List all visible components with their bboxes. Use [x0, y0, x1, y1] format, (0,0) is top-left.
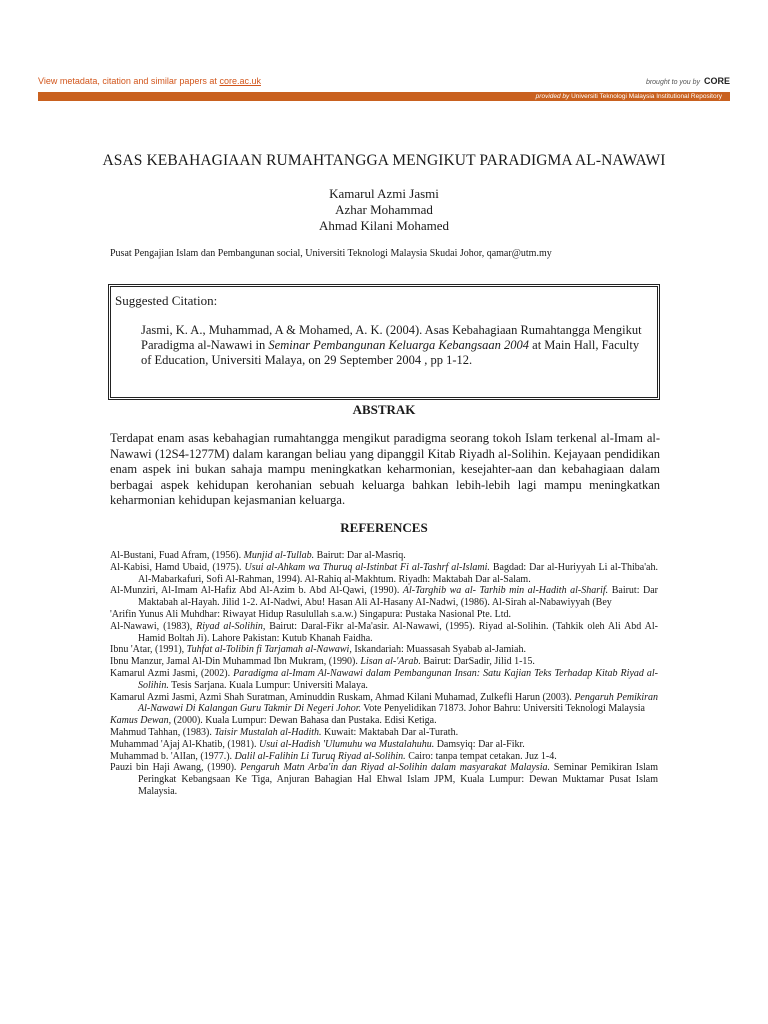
- ref-title: Kamus Dewan,: [110, 715, 172, 727]
- provided-by-label: provided by: [535, 93, 570, 100]
- reference-item: [110, 668, 658, 692]
- citation-seminar-title: Seminar Pembangunan Keluarga Kebangsaan 2004: [268, 338, 530, 352]
- reference-item: [110, 621, 658, 645]
- ref-text: Bairut: Daral-Fikr al-Ma'asir. Al-Nawawi, (1995). Riyad al-Solihin. (Tahkik oleh Ali Abd Al-Hamid Boltah Ji). Lahore Pakistan: Kutub Khanah Faidha.: [138, 620, 658, 644]
- ref-text: Bairut: Dar Maktabah al-Hayah. Jilid 1-2. AI-Nadwi, Abu! Hasan Ali AI-Hasany AI-Nadwi, (1986). Al-Sirah al-Nabawiyyah (Bey: [138, 585, 659, 609]
- citation-box: [108, 284, 660, 400]
- ref-title: Lisan al-'Arab.: [360, 656, 421, 668]
- core-logo-icon[interactable]: CORE: [703, 76, 730, 86]
- ref-text: Kamarul Azmi Jasmi, Azmi Shah Suratman, Aminuddin Ruskam, Ahmad Kilani Muhamad, Zulkefli Harun (2003).: [110, 691, 575, 703]
- ref-text: Muhammad 'Ajaj Al-Khatib, (1981).: [110, 738, 259, 750]
- ref-title: Riyad al-Solihin,: [196, 620, 266, 632]
- reference-item: [110, 692, 658, 716]
- ref-text: Ibnu Manzur, Jamal Al-Din Muhammad Ibn Mukram, (1990).: [110, 656, 361, 668]
- ref-text: Al-Munziri, Al-Imam Al-Hafiz Abd Al-Azim b. Abd Al-Qawi, (1990).: [110, 585, 403, 597]
- reference-item: [110, 585, 658, 609]
- ref-text: Al-Kabisi, Hamd Ubaid, (1975).: [110, 561, 245, 573]
- ref-text: Kuwait: Maktabah Dar al-Turath.: [321, 726, 459, 738]
- ref-text: Iskandariah: Muassasah Syabab al-Jamiah.: [351, 644, 526, 656]
- author-name: Azhar Mohammad: [335, 202, 433, 217]
- core-link[interactable]: core.ac.uk: [219, 76, 261, 86]
- core-metadata-text: View metadata, citation and similar papers at: [38, 76, 220, 86]
- ref-title: Tuhfat al-Tolibin fi Tarjamah al-Nawawi,: [186, 644, 352, 656]
- ref-title: Pengaruh Matn Arba'in dan Riyad al-Solihin dalam masyarakat Malaysia.: [240, 762, 550, 774]
- reference-item: [110, 562, 658, 586]
- ref-text: Damsyiq: Dar al-Fikr.: [434, 738, 525, 750]
- reference-item: [110, 715, 658, 727]
- citation-text-part: Jasmi, K. A., Muhammad, A & Mohamed, A. K. (2004). Asas Kebahagiaan Rumahtangga Mengikut Paradigma al-Nawawi in: [141, 323, 642, 352]
- ref-title: Taisir Mustalah al-Hadith.: [214, 726, 322, 738]
- brought-by-text: brought to you by: [645, 79, 701, 86]
- ref-title: Dalil al-Falihin Li Turuq Riyad al-Solihin.: [234, 750, 406, 762]
- ref-text: Muhammad b. 'AlIan, (1977.).: [110, 750, 235, 762]
- ref-title: Al-Targhib wa al- Tarhib min al-Hadith al-Sharif.: [402, 585, 609, 597]
- ref-title: Munjid al-Tullab.: [243, 550, 315, 561]
- ref-title: Pengaruh Pemikiran Al-Nawawi Di Kalangan Guru Takmir Di Negeri Johor.: [138, 691, 658, 715]
- core-brought-by: [646, 76, 730, 86]
- core-metadata-banner: [38, 76, 261, 86]
- ref-text: Bairut: DarSadir, Jilid 1-15.: [420, 656, 535, 668]
- ref-text: (2000). Kuala Lumpur: Dewan Bahasa dan Pustaka. Edisi Ketiga.: [171, 715, 437, 727]
- paper-title: ASAS KEBAHAGIAAN RUMAHTANGGA MENGIKUT PARADIGMA AL-NAWAWI: [102, 152, 666, 169]
- ref-text: Mahmud Tahhan, (1983).: [110, 726, 215, 738]
- citation-label: Suggested Citation:: [115, 293, 218, 308]
- reference-item: [110, 751, 658, 763]
- reference-item: [110, 550, 658, 562]
- ref-text: Pauzi bin Haji Awang, (1990).: [110, 762, 241, 774]
- author-list: [0, 186, 768, 234]
- ref-text: Tesis Sarjana. Kuala Lumpur: Universiti Malaya.: [168, 679, 368, 691]
- ref-text: 'Arifin Yunus Ali Muhdhar: Riwayat Hidup Rasulullah s.a.w.) Singapura: Pustaka Nasional Pte. Ltd.: [110, 608, 512, 620]
- provider-name[interactable]: Universiti Teknologi Malaysia Institutional Repository: [571, 93, 722, 100]
- ref-text: Kamarul Azmi Jasmi, (2002).: [110, 667, 234, 679]
- abstract-heading: ABSTRAK: [352, 402, 416, 417]
- author-name: Ahmad Kilani Mohamed: [319, 218, 449, 233]
- abstract-text: Terdapat enam asas kebahagian rumahtangga mengikut paradigma seorang tokoh Islam terkenal al-Imam al-Nawawi (12S4-1277M) dalam karangan beliau yang dipanggil Kitab Riyadh al-Solihin. Kejayaan pendidikan enam aspek ini bukan sahaja mampu meningkatkan keharmonian, kesejahter-aan dan kebahagiaan dalam berbagai aspek kehidupan kerohanian sebuah keluarga bahkan lebih-lebih lagi mampu meningkatkan keharmonian kehidupan kejasmanian keluarga.: [110, 431, 660, 507]
- reference-item: [110, 762, 658, 797]
- ref-text: Ibnu 'Atar, (1991),: [110, 644, 187, 656]
- affiliation: Pusat Pengajian Islam dan Pembangunan social, Universiti Teknologi Malaysia Skudai Johor, qamar@utm.my: [110, 248, 552, 259]
- reference-item: [110, 609, 658, 621]
- ref-text: Al-Bustani, Fuad Afram, (1956).: [110, 550, 244, 561]
- ref-text: Cairo: tanpa tempat cetakan. Juz 1-4.: [405, 750, 557, 762]
- reference-item: [110, 644, 658, 656]
- references-heading: REFERENCES: [340, 520, 428, 535]
- author-name: Kamarul Azmi Jasmi: [329, 186, 439, 201]
- ref-title: Usui al-Ahkam wa Thuruq al-Istinbat Fi al-Tashrf al-Islami.: [244, 561, 490, 573]
- reference-item: [110, 739, 658, 751]
- ref-title: Usui al-Hadish 'Ulumuhu wa Mustalahuhu.: [259, 738, 435, 750]
- ref-text: Al-Nawawi, (1983),: [110, 620, 197, 632]
- core-provider-bar: [38, 92, 730, 101]
- ref-text: Bagdad: Dar al-Huriyyah Li al-Thiba'ah. Al-Mabarkafuri, Sofi Al-Rahman, 1994). Al-Rahiq al-Makhtum. Riyadh: Maktabah Dar al-Salam.: [138, 561, 658, 585]
- citation-text-part: at Main Hall, Faculty of Education, Universiti Malaya, on 29 September 2004 , pp 1-12.: [141, 338, 640, 367]
- ref-text: Seminar Pemikiran Islam Peringkat Kebangsaan Ke Tiga, Anjuran Bahagian Hal Ehwal Islam JPM, Kuala Lumpur: Dewan Muktamar Pusat Islam Malaysia.: [138, 762, 658, 797]
- ref-text: Vote Penyelidikan 71873. Johor Bahru: Universiti Teknologi Malaysia: [360, 703, 645, 715]
- reference-item: [110, 727, 658, 739]
- reference-item: [110, 656, 658, 668]
- reference-list: [110, 550, 658, 798]
- ref-text: Bairut: Dar al-Masriq.: [314, 550, 406, 561]
- citation-text: [141, 323, 651, 368]
- ref-title: Paradigma al-Imam Al-Nawawi dalam Pembangunan Insan: Satu Kajian Teks Terhadap Kitab Riyad al-Solihin.: [138, 667, 658, 691]
